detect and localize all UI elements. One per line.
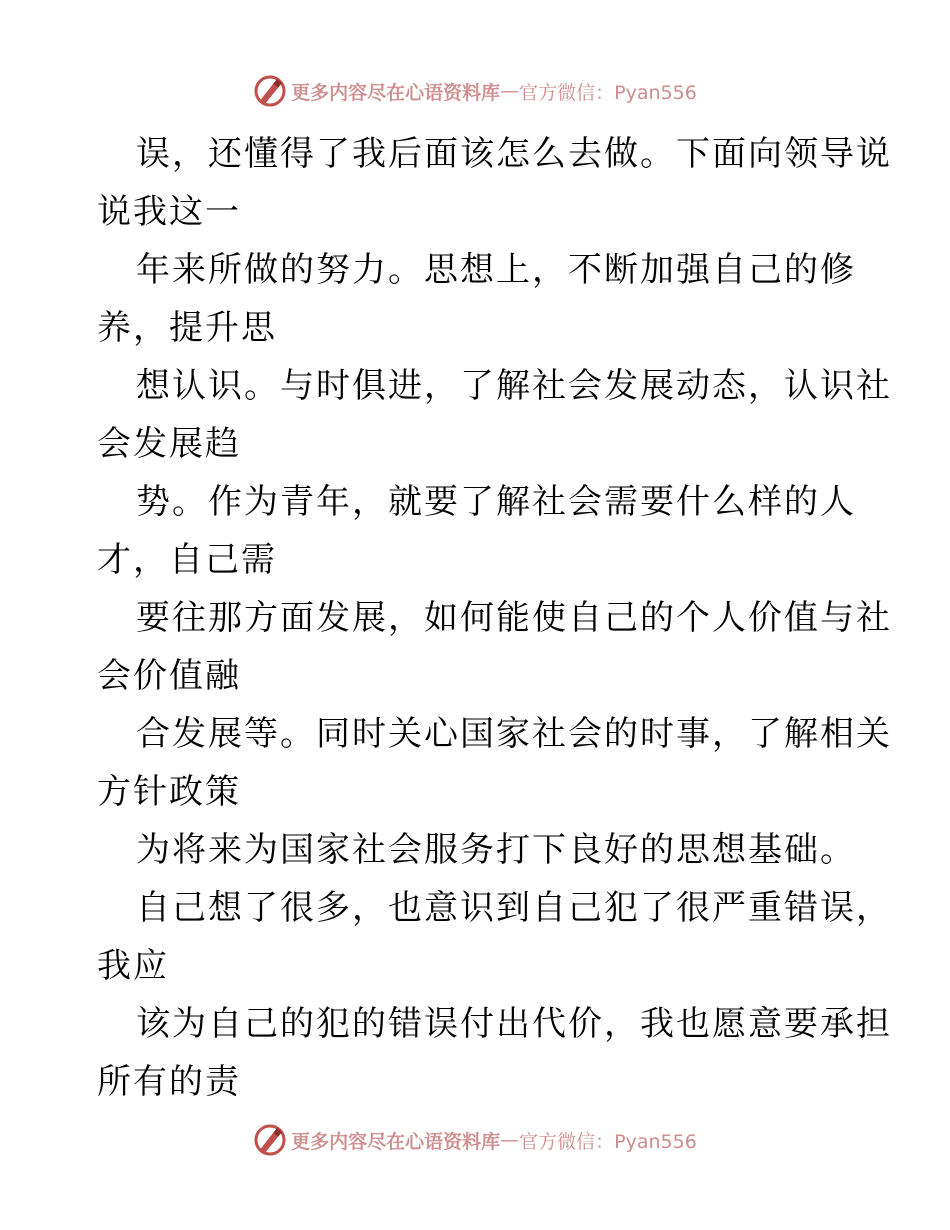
text-line: 所有的责 xyxy=(97,1062,241,1102)
document-body xyxy=(97,125,892,1111)
header-wechat: 官方微信：Pyan556 xyxy=(519,81,697,104)
text-line: 合发展等。同时关心国家社会的时事，了解相关 xyxy=(136,714,892,754)
text-line: 势。作为青年，就要了解社会需要什么样的人 xyxy=(136,482,856,522)
text-line: 为将来为国家社会服务打下良好的思想基础。 xyxy=(136,830,856,870)
text-line: 误，还懂得了我后面该怎么去做。下面向领导说 xyxy=(136,134,892,174)
text-line: 会发展趋 xyxy=(97,424,241,464)
header-brand: 更多内容尽在心语资料库 xyxy=(291,81,501,104)
text-line: 自己想了很多，也意识到自己犯了很严重错误， xyxy=(136,888,892,928)
text-line: 才，自己需 xyxy=(97,540,277,580)
text-line: 会价值融 xyxy=(97,656,241,696)
header-dash: — xyxy=(500,80,520,102)
text-line: 年来所做的努力。思想上，不断加强自己的修 xyxy=(136,250,856,290)
footer-wechat: 官方微信：Pyan556 xyxy=(519,1130,697,1153)
pen-logo-icon xyxy=(253,1123,287,1157)
footer-watermark xyxy=(0,1120,950,1160)
text-line: 说我这一 xyxy=(97,192,241,232)
text-line: 想认识。与时俱进，了解社会发展动态，认识社 xyxy=(136,366,892,406)
footer-dash: — xyxy=(500,1129,520,1151)
text-line: 该为自己的犯的错误付出代价，我也愿意要承担 xyxy=(136,1004,892,1044)
header-watermark xyxy=(0,71,950,111)
text-line: 我应 xyxy=(97,946,169,986)
text-line: 方针政策 xyxy=(97,772,241,812)
footer-brand: 更多内容尽在心语资料库 xyxy=(291,1130,501,1153)
pen-logo-icon xyxy=(253,74,287,108)
text-line: 养，提升思 xyxy=(97,308,277,348)
text-line: 要往那方面发展，如何能使自己的个人价值与社 xyxy=(136,598,892,638)
